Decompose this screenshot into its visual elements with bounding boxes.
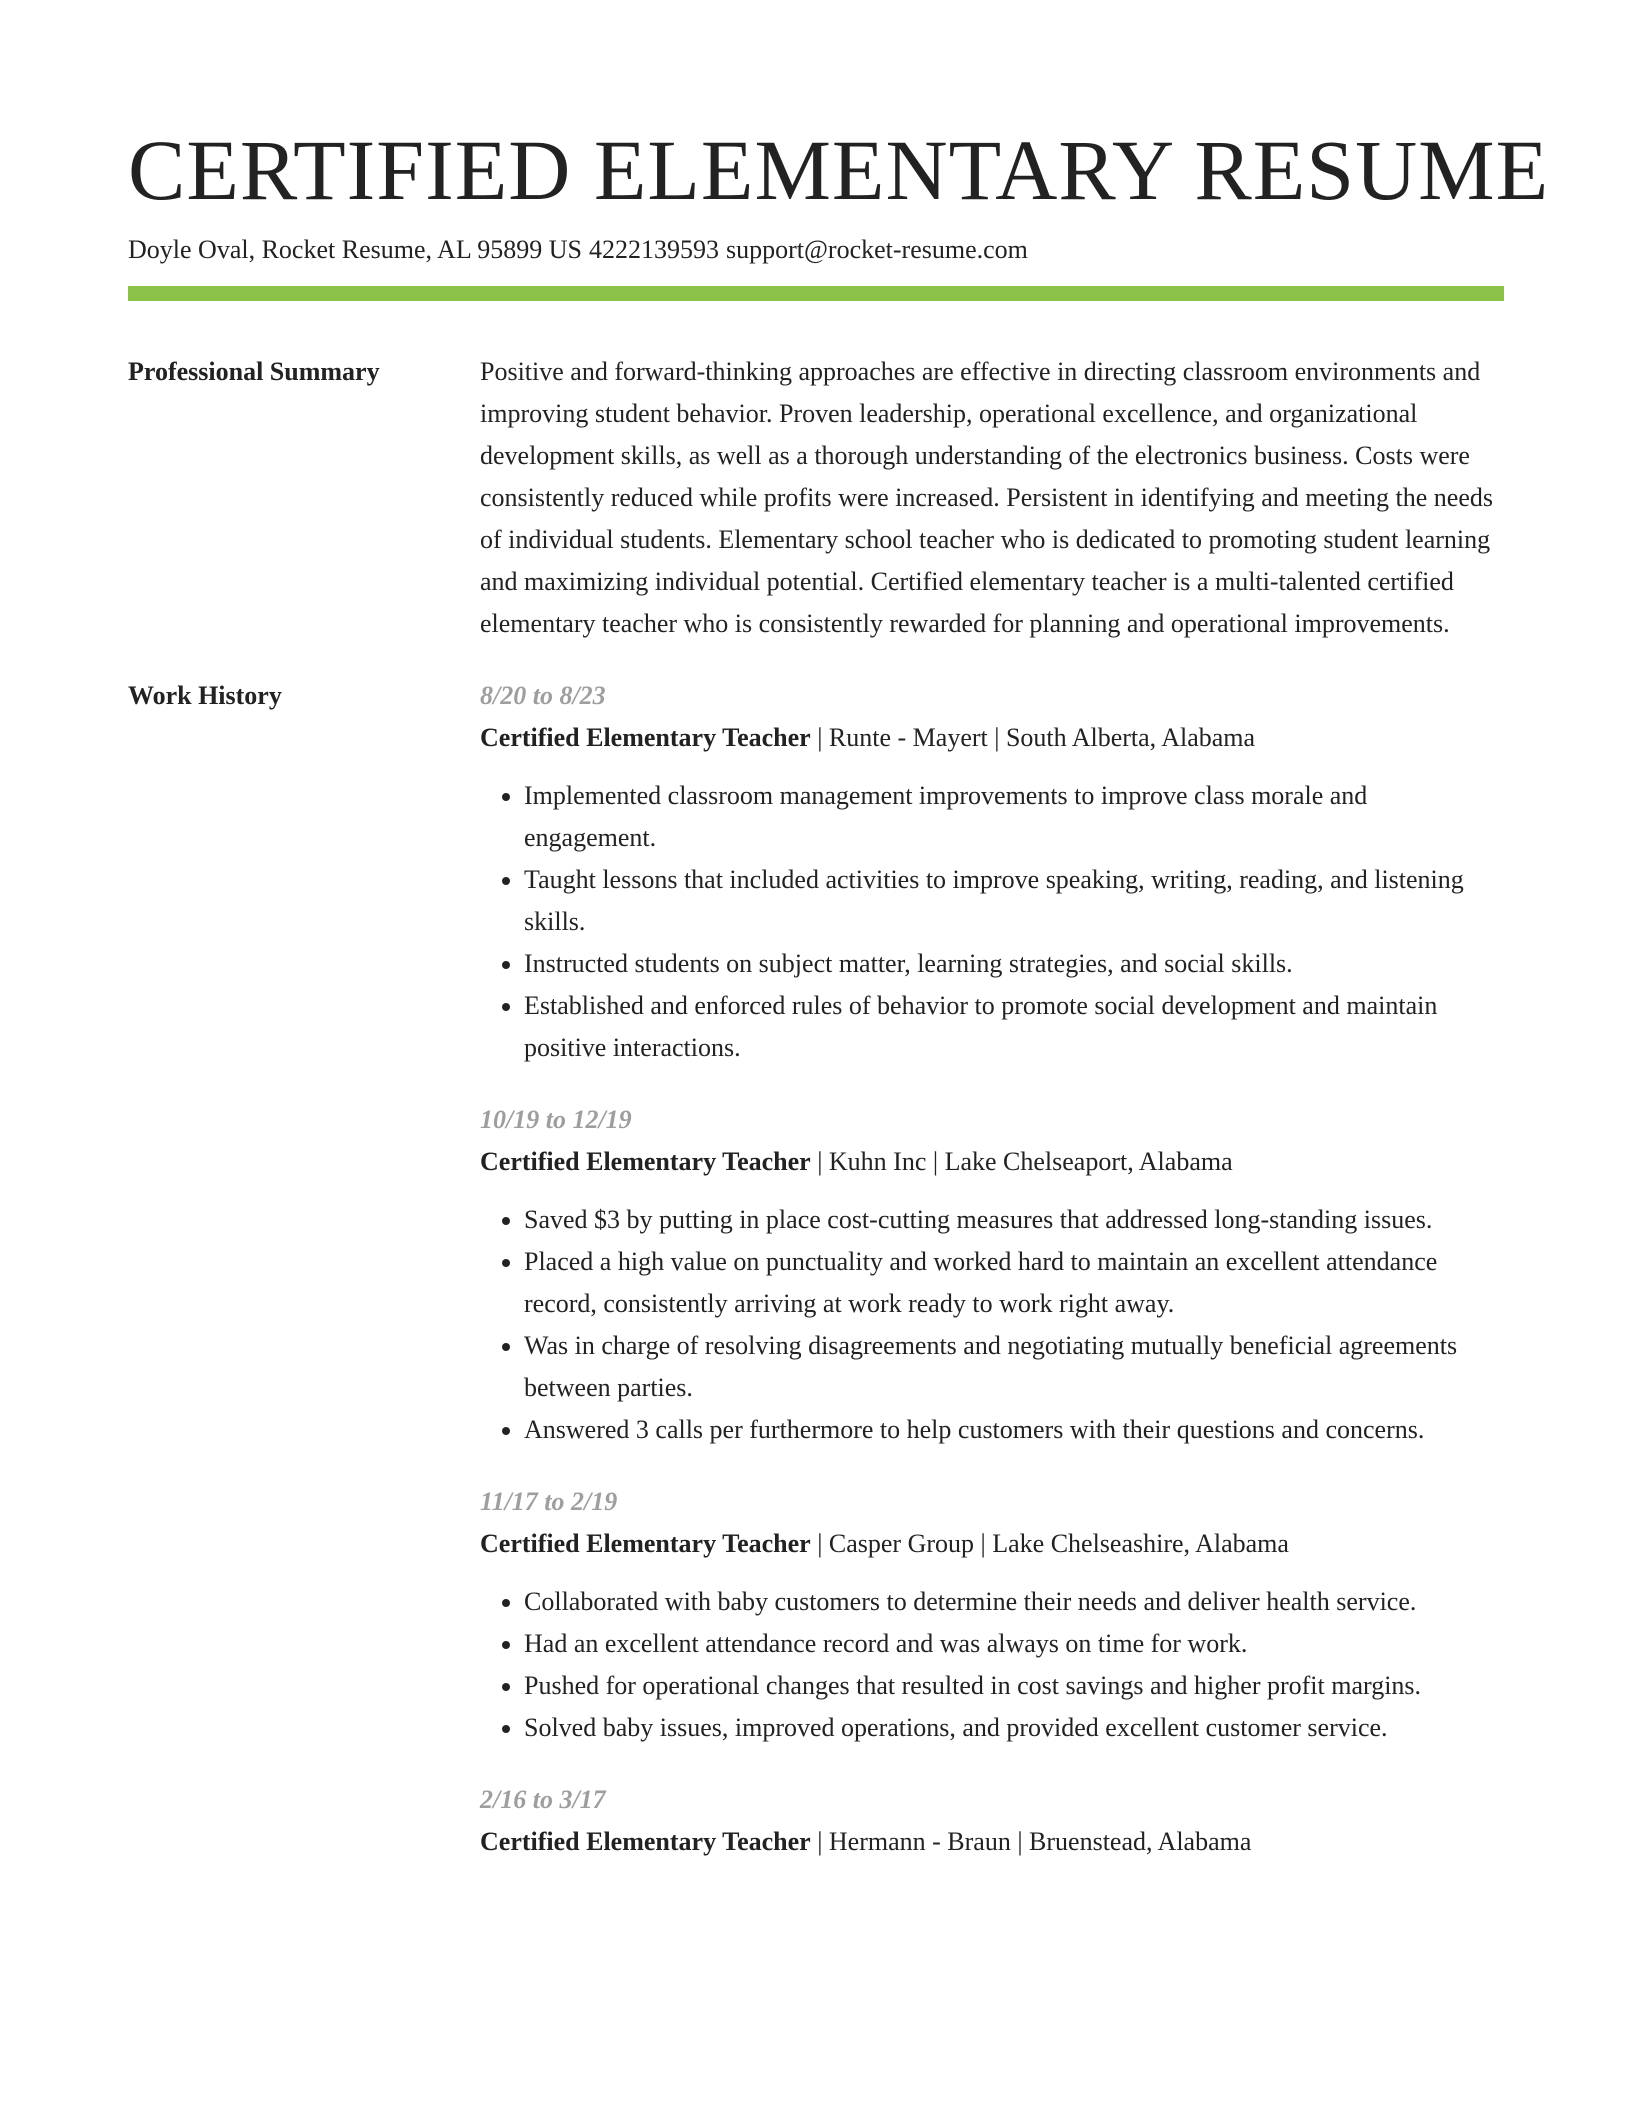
- job-entry: [480, 675, 1504, 1069]
- job-details: | Casper Group | Lake Chelseashire, Alabama: [817, 1529, 1289, 1558]
- work-history-section: [128, 675, 1504, 1893]
- job-bullet: • Solved baby issues, improved operations, and provided excellent customer service.: [524, 1707, 1504, 1749]
- job-bullet: • Was in charge of resolving disagreements and negotiating mutually beneficial agreements between parties.: [524, 1325, 1504, 1409]
- job-bullets: [480, 1581, 1504, 1749]
- job-entry: [480, 1099, 1504, 1451]
- job-bullet: • Answered 3 calls per furthermore to help customers with their questions and concerns.: [524, 1409, 1504, 1451]
- job-details: | Kuhn Inc | Lake Chelseaport, Alabama: [817, 1147, 1233, 1176]
- job-entry: [480, 1481, 1504, 1749]
- job-dates: 8/20 to 8/23: [480, 681, 606, 710]
- job-details: | Hermann - Braun | Bruenstead, Alabama: [817, 1827, 1252, 1856]
- header-divider: [128, 286, 1504, 301]
- job-title: Certified Elementary Teacher: [480, 1529, 811, 1558]
- contact-email: support@rocket-resume.com: [725, 235, 1028, 264]
- contact-line: [128, 232, 1504, 268]
- job-heading: [480, 717, 1504, 759]
- job-dates: 2/16 to 3/17: [480, 1785, 606, 1814]
- job-bullet: • Pushed for operational changes that resulted in cost savings and higher profit margins.: [524, 1665, 1504, 1707]
- job-title: Certified Elementary Teacher: [480, 1147, 811, 1176]
- job-bullet: • Established and enforced rules of behavior to promote social development and maintain positive interactions.: [524, 985, 1504, 1069]
- job-bullet: • Had an excellent attendance record and was always on time for work.: [524, 1623, 1504, 1665]
- job-dates: 10/19 to 12/19: [480, 1105, 632, 1134]
- work-history-label: Work History: [128, 681, 282, 710]
- work-history-list: [480, 675, 1504, 1893]
- job-bullets: [480, 775, 1504, 1069]
- job-bullets: [480, 1199, 1504, 1451]
- job-bullet: • Instructed students on subject matter, learning strategies, and social skills.: [524, 943, 1504, 985]
- job-bullet: • Implemented classroom management improvements to improve class morale and engagement.: [524, 775, 1504, 859]
- summary-section: [128, 351, 1504, 645]
- job-entry: [480, 1779, 1504, 1863]
- job-heading: [480, 1523, 1504, 1565]
- job-heading: [480, 1141, 1504, 1183]
- job-bullet: • Taught lessons that included activities to improve speaking, writing, reading, and listening skills.: [524, 859, 1504, 943]
- job-title: Certified Elementary Teacher: [480, 723, 811, 752]
- job-bullet: • Collaborated with baby customers to determine their needs and deliver health service.: [524, 1581, 1504, 1623]
- summary-text: Positive and forward-thinking approaches are effective in directing classroom environments and improving student behavior. Proven leadership, operational excellence, and organizational development skills, as well as a thorough understanding of the electronics business. Costs were consistently reduced while profits were increased. Persistent in identifying and meeting the needs of individual students. Elementary school teacher who is dedicated to promoting student learning and maximizing individual potential. Certified elementary teacher is a multi-talented certified elementary teacher who is consistently rewarded for planning and operational improvements.: [480, 357, 1493, 638]
- job-dates: 11/17 to 2/19: [480, 1487, 618, 1516]
- job-bullet: • Saved $3 by putting in place cost-cutting measures that addressed long-standing issues.: [524, 1199, 1504, 1241]
- job-bullet: • Placed a high value on punctuality and worked hard to maintain an excellent attendance record, consistently arriving at work ready to work right away.: [524, 1241, 1504, 1325]
- resume-title: CERTIFIED ELEMENTARY RESUME: [128, 122, 1550, 218]
- job-title: Certified Elementary Teacher: [480, 1827, 811, 1856]
- job-heading: [480, 1821, 1504, 1863]
- resume-page: [128, 118, 1550, 1893]
- contact-address: Doyle Oval, Rocket Resume, AL 95899 US: [128, 235, 582, 264]
- job-details: | Runte - Mayert | South Alberta, Alabama: [817, 723, 1256, 752]
- contact-phone: 4222139593: [588, 235, 719, 264]
- summary-label: Professional Summary: [128, 357, 380, 386]
